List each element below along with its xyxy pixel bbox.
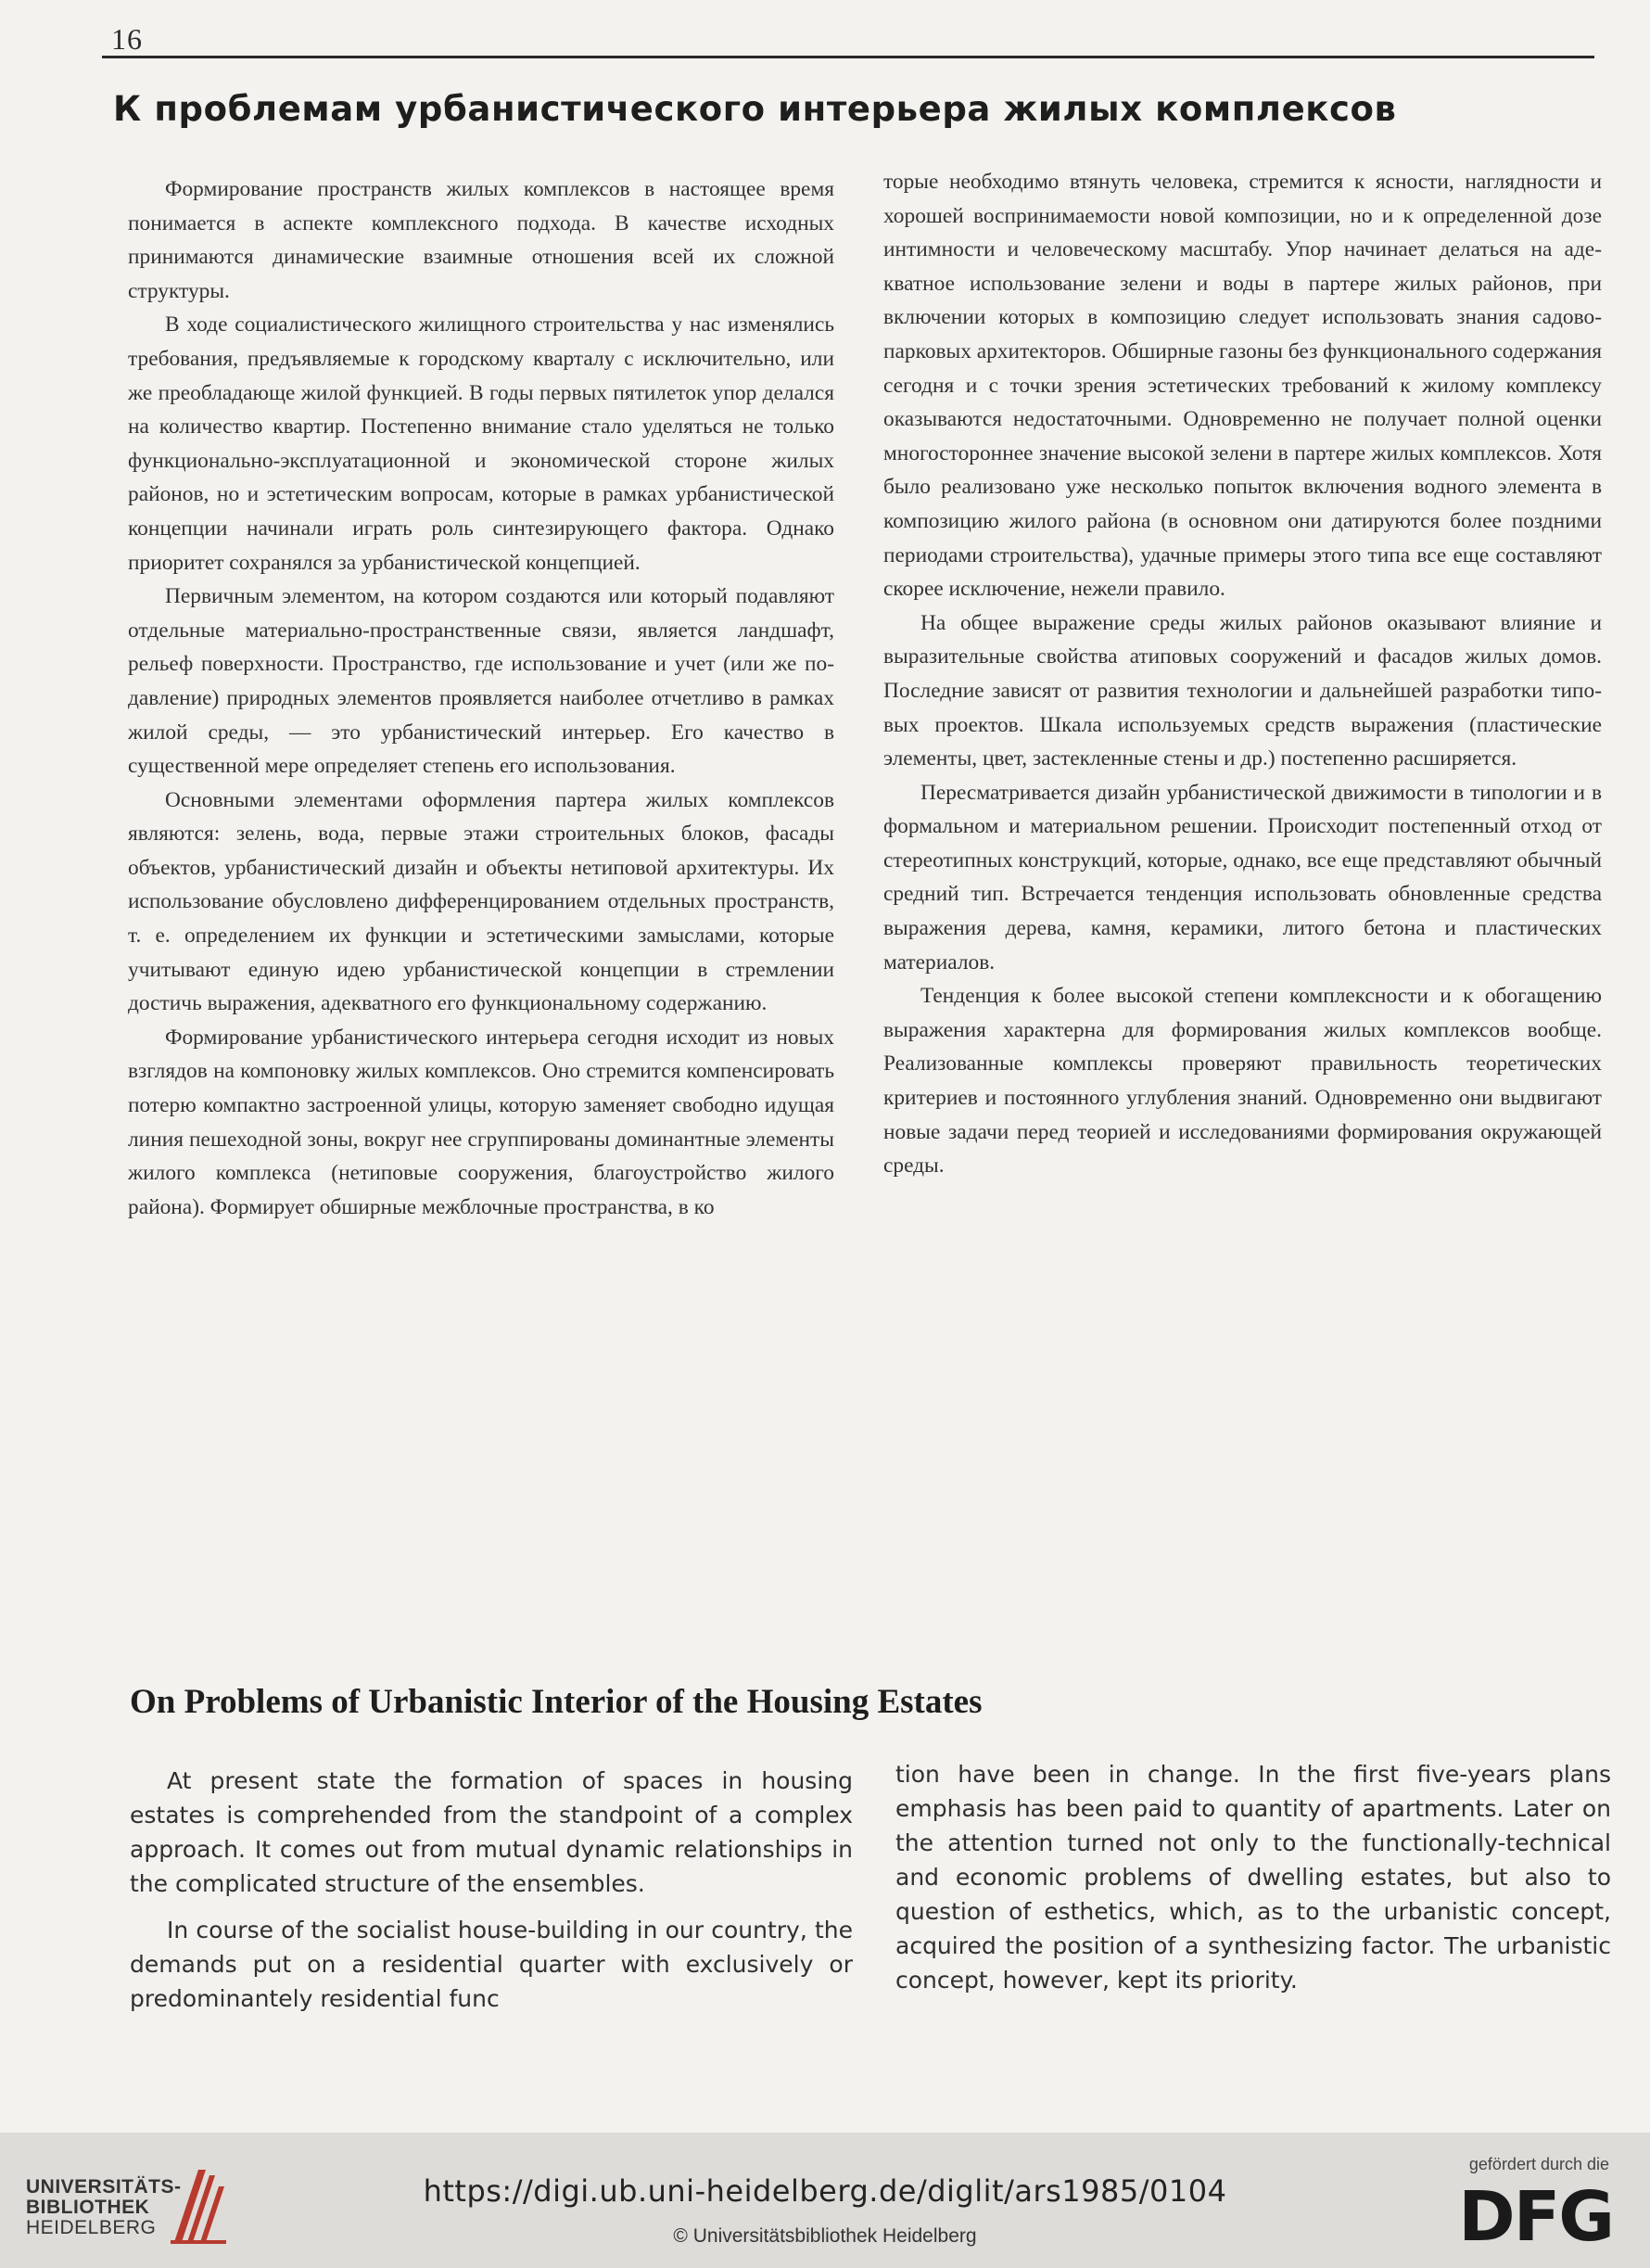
- english-left-column: [130, 1764, 853, 2028]
- top-rule: [102, 56, 1594, 58]
- library-name-line: UNIVERSITÄTS-: [26, 2176, 182, 2198]
- viewer-footer: [0, 2133, 1650, 2268]
- paragraph: In course of the socialist house-building in our country, the demands put on a residential quarter with exclusively or predominantely residential func: [130, 1917, 853, 2012]
- russian-article-title: К проблемам урбанистического интерьера жилых комплексов: [113, 89, 1397, 129]
- permalink-url[interactable]: https://digi.ub.uni-heidelberg.de/diglit/ars1985/0104: [423, 2173, 1227, 2209]
- paragraph: Формирование урбанистического интерьера сегодня исходит из новых взглядов на компоновку жилых комплексов. Оно стремится компенсировать потерю компактно застроенной улицы, которую заменяет свободно идущая линия пешеходной зоны, вокруг нее сгруппированы доминантные элементы жилого комплекса (нетиповые сооружения, благоустройство жилого района). Формирует обширные межблочные пространства, в ко: [128, 1025, 834, 1219]
- page-number: 16: [111, 22, 143, 56]
- english-right-column: [895, 1757, 1611, 2009]
- dfg-logo-icon: DFG: [1458, 2177, 1613, 2257]
- paragraph: В ходе социалистического жилищного строительства у нас изменялись требования, предъявляемые к городскому кварталу с исключительно, или же преобладающе жилой функцией. В годы первых пятилеток упор делался на количество квартир. Постепенно внимание стало уделяться не только функционально-эксплуатационной и экономической стороне жилых районов, но и эстетическим вопросам, которые в рамках урбанистической концепции начинали играть роль синтезирующего фактора. Однако приоритет сохранялся за урбанистической концепцией.: [128, 312, 834, 575]
- library-name-line: HEIDELBERG: [26, 2217, 157, 2238]
- library-name-line: BIBLIOTHEK: [26, 2197, 150, 2218]
- paragraph: торые необходимо втянуть человека, стремится к ясности, наглядности и хорошей воспринимаемости новой композиции, но и к определенной дозе интимности и человеческому масштабу. Упор начинает делаться на адекватное использование зелени и воды в партере жилых районов, при включении которых в композицию следует использовать знания садово-парковых архитекторов. Обширные газоны без функционального содержания сегодня и с точки зрения эстетических требований к жилому комплексу оказываются недостаточными. Одновременно не получает полной оценки многостороннее значение высокой зелени в партере жилых комплексов. Хотя было реализовано уже несколько попыток включения водного элемента в композицию жилого района (в основном они датируются более поздними периодами строительства), удачные примеры этого типа все еще составляют скорее исключение, нежели правило.: [883, 170, 1602, 602]
- paragraph: At present state the formation of spaces in housing estates is comprehended from the standpoint of a complex approach. It comes out from mutual dynamic relationships in the complicated structure of the ensembles.: [130, 1767, 853, 1897]
- paragraph: tion have been in change. In the first five-years plans emphasis has been paid to quantity of apartments. Later on the attention turned not only to the functionally-technical and economic problems of dwelling estates, but also to question of esthetics, which, as to the urbanistic concept, acquired the position of a synthesizing factor. The urbanistic concept, however, kept its priority.: [895, 1761, 1611, 1994]
- russian-right-column: [883, 165, 1602, 1183]
- copyright-text: © Universitätsbibliothek Heidelberg: [673, 2225, 977, 2247]
- paragraph: Формирование пространств жилых комплексов в настоящее время понимается в аспекте комплексного подхода. В качестве исходных принимаются динамические взаимные отношения всей их сложной структуры.: [128, 177, 834, 303]
- paragraph: Первичным элементом, на котором создаются или который подавляют отдельные материально-пространственные связи, является ландшафт, рельеф поверхности. Пространство, где использование и учет (или же подавление) природных элементов проявляется наиболее отчетливо в рамках жилой среды, — это урбанистический интерьер. Его качество в существенной мере определяет степень его использования.: [128, 584, 834, 779]
- english-article-title: On Problems of Urbanistic Interior of the Housing Estates: [130, 1683, 983, 1721]
- funder-label: gefördert durch die: [1468, 2155, 1609, 2173]
- russian-left-column: [128, 172, 834, 1224]
- paragraph: На общее выражение среды жилых районов оказывают влияние и выразительные свойства атиповых сооружений и фасадов жилых домов. Последние зависят от развития технологии и дальнейшей разработки типовых проектов. Шкала используемых средств выражения (пластические элементы, цвет, застекленные стены и др.) постепенно расширяется.: [883, 610, 1602, 771]
- paragraph: Пересматривается дизайн урбанистической движимости в типологии и в формальном и материальном решении. Происходит постепенный отход от стереотипных конструкций, которые, однако, все еще представляют обычный средний тип. Встречается тенденция использовать обновленные средства выражения дерева, камня, керамики, литого бетона и пластических материалов.: [883, 780, 1602, 975]
- paragraph: Тенденция к более высокой степени комплексности и к обогащению выражения характерна для формирования жилых комплексов вообще. Реализованные комплексы проверяют правильность теоретических критериев и постоянного углубления знаний. Одновременно они выдвигают новые задачи перед теорией и исследованиями формирования окружающей среды.: [883, 984, 1602, 1179]
- paragraph: Основными элементами оформления партера жилых комплексов являются: зелень, вода, первые этажи строительных блоков, фасады объектов, урбанистический дизайн и объекты нетиповой архитектуры. Их использование обусловлено дифференцированием отдельных пространств, т. е. определением их функции и эстетическими замыслами, которые учитывают единую идею урбанистической концепции в стремлении достичь выражения, адекватного его функциональному содержанию.: [128, 787, 834, 1016]
